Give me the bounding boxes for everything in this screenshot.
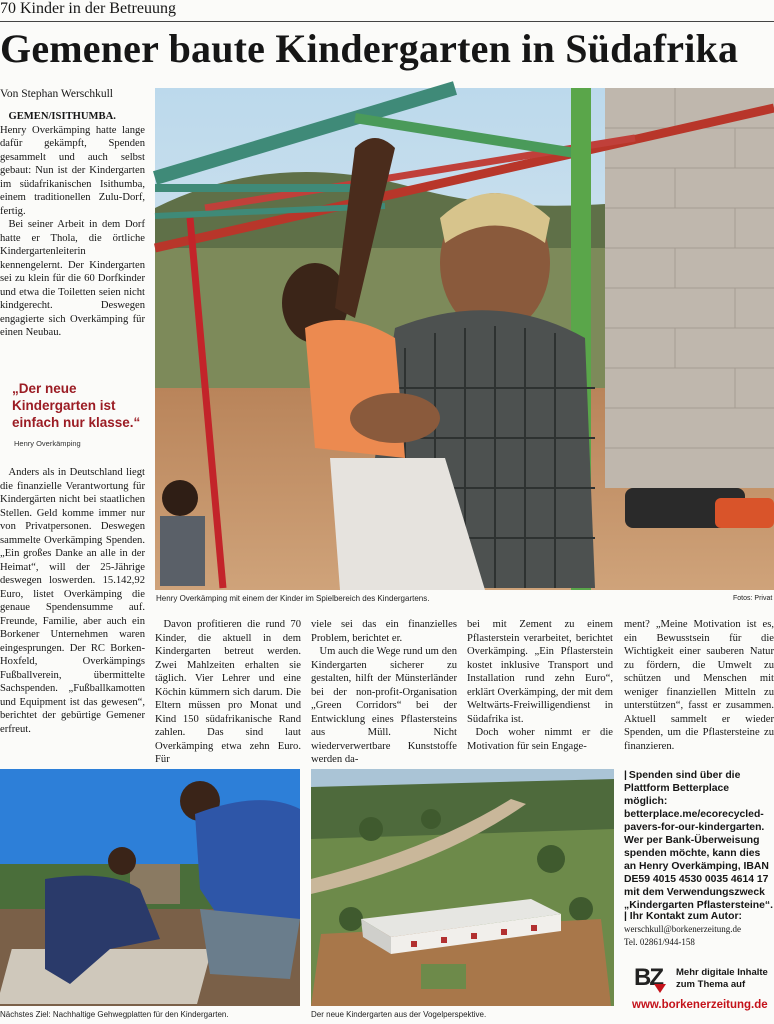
paragraph: Davon profitieren die rund 70 Kinder, die aktuell in dem Kindergarten betreut werden. Zwei Mahlzeiten erhalten sie täglich. Vier Lehrer und eine Köchin kümmern sich darum. Die Eltern müssen pro Monat und Kind 150 südafrikanische Rand zahlen. Das sind laut Overkämping etwa zehn Euro. Für <box>155 619 301 765</box>
paragraph: Bei seiner Arbeit in dem Dorf hatte er Thola, die örtliche Kindergartenleiterin kennengelernt. Der Kindergarten sei zu klein für die 60 Dorfkinder und etwa die Toiletten seien nicht kindgerecht. Deswegen engagierte sich Overkämping für einen Neubau. <box>0 219 145 338</box>
paragraph: bei mit Zement zu einem Pflasterstein verarbeitet, berichtet Overkämping. „Ein Pflasterstein kostet inklusive Transport und Installation rund zehn Euro“, erklärt Overkämping, der mit dem Weltwärts-Freiwilligendienst in Südafrika ist. <box>467 619 613 725</box>
kicker: 70 Kinder in der Betreuung <box>0 0 176 17</box>
paragraph: Anders als in Deutschland liegt die finanzielle Verantwortung für Kindergärten nicht bei staatlichen Stellen. Geld komme immer nur von Privatpersonen. Deswegen sammelte Overkämping Spenden. „Ein großes Danke an alle in der Heimat“, will der 25-Jährige deswegen loswerden. 15.142,92 Euro, listet Overkämping die genaue Spendensumme auf. Freunde, Familie, aber auch ein Borkener Unternehmen waren eingesprungen. Der RC Borken-Hoxfeld, Overkämpings Fußballverein, übermittelte Sachspenden. „Fußballkamotten und Equipment ist das gewesen“, berichtet der gebürtige Gemener erfreut. <box>0 467 145 735</box>
contact-heading: | Ihr Kontakt zum Autor: <box>624 911 742 922</box>
article-column-4 <box>467 618 613 758</box>
contact-phone: Tel. 02861/944-158 <box>624 937 695 947</box>
headline: Gemener baute Kindergarten in Südafrika <box>0 26 739 71</box>
article-column-3 <box>311 618 457 765</box>
main-photo <box>155 88 774 590</box>
article-column-1 <box>0 110 145 370</box>
aerial-photo-image <box>311 769 614 1006</box>
contact-label: Ihr Kontakt zum Autor: <box>629 911 742 922</box>
donation-lead: Spenden sind über die Plattform Betterplace möglich: <box>624 770 741 807</box>
article-column-5 <box>624 618 774 758</box>
promo-banner[interactable] <box>624 962 774 1020</box>
promo-line-2: zum Thema auf <box>676 979 746 990</box>
donation-url[interactable]: betterplace.me/ecorecycled-pavers-for-our-kindergarten. <box>624 809 765 833</box>
paragraph: Henry Overkämping hatte lange dafür gekämpft, Spenden gesammelt und auch selbst gebaut: Nun ist der Kindergarten im südafrikanischen Isithumba, einem traditionellen Zulu-Dorf, fertig. <box>0 124 145 217</box>
promo-url[interactable]: www.borkenerzeitung.de <box>632 999 768 1011</box>
photo-credit: Fotos: Privat <box>733 595 773 602</box>
paragraph: viele sei das ein finanzielles Problem, berichtet er. <box>311 619 457 644</box>
article-column-1-continued <box>0 466 145 756</box>
author-contact <box>624 910 774 949</box>
aerial-photo-caption: Der neue Kindergarten aus der Vogelperspektive. <box>311 1010 487 1019</box>
donation-info-box <box>624 769 774 919</box>
pull-quote-source: Henry Overkämping <box>14 439 81 448</box>
promo-line-1: Mehr digitale Inhalte <box>676 967 768 978</box>
paragraph: ment? „Meine Motivation ist es, ein Bewusstsein für die Wichtigkeit einer sauberen Natur zu fördern, die Umwelt zu schützen und Menschen mit weniger finanziellen Mitteln zu unterstützen“, fasst er zusammen. Aktuell sammelt er wieder Spenden, um die Pflastersteine zu finanzieren. <box>624 619 774 752</box>
bz-logo-text: BZ <box>634 964 662 991</box>
paving-photo <box>0 769 300 1006</box>
contact-email[interactable]: werschkull@borkenerzeitung.de <box>624 924 741 934</box>
paving-photo-caption: Nächstes Ziel: Nachhaltige Gehwegplatten für den Kindergarten. <box>0 1010 229 1019</box>
main-photo-caption: Henry Overkämping mit einem der Kinder im Spielbereich des Kindergartens. <box>156 594 430 603</box>
kicker-divider <box>0 21 774 22</box>
dateline: GEMEN/ISITHUMBA. <box>8 111 116 122</box>
pull-quote: „Der neue Kindergarten ist einfach nur klasse.“ <box>12 381 141 430</box>
aerial-photo <box>311 769 614 1006</box>
paving-photo-image <box>0 769 300 1006</box>
paragraph: Um auch die Wege rund um den Kindergarten sicherer zu gestalten, hilft der Münsterländer bei der non-profit-Organisation „Green Corridors“ bei der Entwicklung eines Pflastersteins aus Müll. Nicht wiederverwertbare Kunststoffe werden da- <box>311 646 457 765</box>
donation-bank: Wer per Bank-Überweisung spenden möchte, kann dies an Henry Overkämping, IBAN DE59 4015 4530 0035 4614 17 mit dem Verwendungszweck „Kindergarten Pflastersteine“. <box>624 835 773 911</box>
donation-text: | Spenden sind über die Plattform Betterplace möglich: betterplace.me/ecorecycled-pavers-for-our-kindergarten. Wer per Bank-Überweisung spenden möchte, kann dies an Henry Overkämping, IBAN DE59 4015 4530 0035 4614 17 mit dem Verwendungszweck „Kindergarten Pflastersteine“. <box>624 770 773 911</box>
arrow-icon <box>654 984 666 993</box>
main-photo-image <box>155 88 774 590</box>
paragraph: Doch woher nimmt er die Motivation für sein Engage- <box>467 727 613 752</box>
byline: Von Stephan Werschkull <box>0 88 114 100</box>
article-column-2 <box>155 618 301 765</box>
